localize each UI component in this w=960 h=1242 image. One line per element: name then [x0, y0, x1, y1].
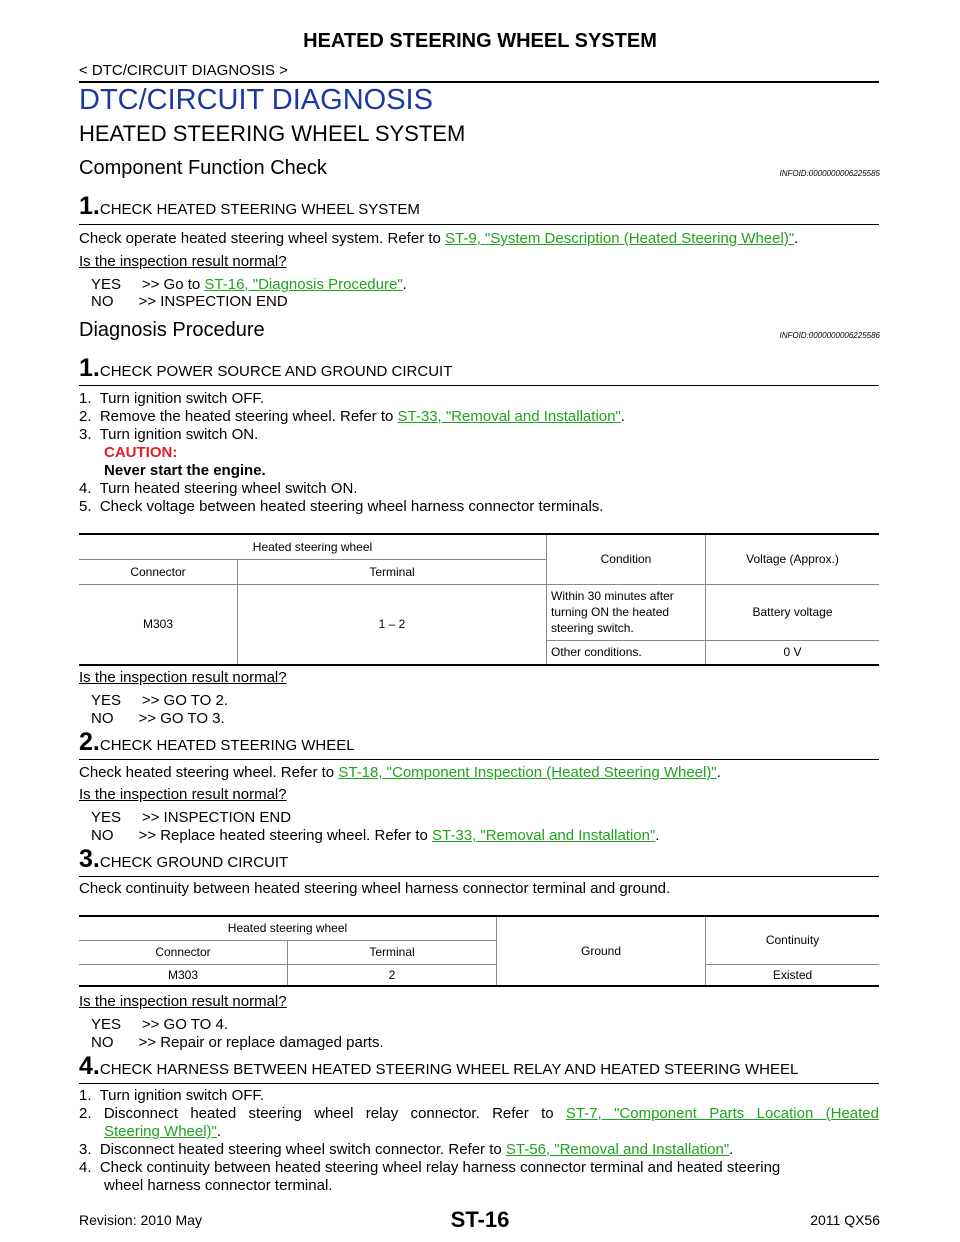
- step-rule: [79, 1083, 879, 1084]
- step-heading: [79, 728, 355, 757]
- reference-link[interactable]: Steering Wheel)": [104, 1123, 217, 1140]
- table-header: Terminal: [288, 940, 497, 964]
- caution-label: CAUTION:: [104, 444, 178, 461]
- text: .: [402, 276, 407, 293]
- yes-line: YES >> GO TO 4.: [91, 1016, 229, 1033]
- text: .: [794, 230, 799, 247]
- list-item: [79, 1105, 879, 1123]
- paragraph: [79, 230, 798, 248]
- inspection-question: Is the inspection result normal?: [79, 786, 287, 803]
- section-title: HEATED STEERING WHEEL SYSTEM: [79, 121, 466, 146]
- step-title: CHECK GROUND CIRCUIT: [99, 854, 289, 871]
- inspection-question: Is the inspection result normal?: [79, 669, 287, 686]
- text: .: [655, 827, 660, 844]
- text: Check operate heated steering wheel system. Refer to: [79, 230, 446, 247]
- list-item: 5. Check voltage between heated steering wheel harness connector terminals.: [79, 498, 604, 515]
- diagnosis-infoid: INFOID:0000000006225586: [779, 331, 880, 340]
- page-header-title: HEATED STEERING WHEEL SYSTEM: [303, 30, 657, 52]
- text: .: [216, 1123, 222, 1140]
- no-line: NO >> INSPECTION END: [91, 293, 288, 310]
- step-heading: [79, 845, 288, 874]
- table-header: Terminal: [238, 559, 547, 584]
- step-title: CHECK HEATED STEERING WHEEL: [99, 737, 355, 754]
- list-item: [79, 1141, 733, 1159]
- table-header: Condition: [547, 534, 706, 584]
- component-check-infoid: INFOID:0000000006225585: [779, 169, 880, 178]
- revision: Revision: 2010 May: [79, 1212, 202, 1228]
- reference-link[interactable]: ST-9, "System Description (Heated Steering Wheel)": [445, 230, 795, 247]
- text: 2. Disconnect heated steering wheel relay connector. Refer to: [79, 1105, 566, 1122]
- step-number: 1.: [79, 354, 100, 382]
- text: .: [729, 1141, 734, 1158]
- yes-line: YES >> INSPECTION END: [91, 809, 292, 826]
- step-heading: [79, 1052, 798, 1081]
- chapter-title: DTC/CIRCUIT DIAGNOSIS: [79, 84, 433, 116]
- table-header: Voltage (Approx.): [706, 534, 880, 584]
- step-heading: [79, 192, 420, 221]
- table-cell: 1 – 2: [238, 584, 547, 665]
- list-item: 1. Turn ignition switch OFF.: [79, 390, 265, 407]
- reference-link[interactable]: ST-7, "Component Parts Location (Heated: [565, 1105, 879, 1122]
- table-cell: Existed: [706, 964, 880, 986]
- inspection-question: Is the inspection result normal?: [79, 993, 287, 1010]
- text: YES >> Go to: [91, 276, 205, 293]
- list-item: 4. Check continuity between heated steering wheel relay harness connector terminal and heated steering: [79, 1159, 781, 1176]
- table-group-header: Heated steering wheel: [79, 916, 497, 940]
- table-cell: Other conditions.: [547, 640, 706, 665]
- step-number: 3.: [79, 845, 100, 873]
- table-header: Continuity: [706, 916, 880, 964]
- step-rule: [79, 224, 879, 225]
- inspection-question: Is the inspection result normal?: [79, 253, 287, 270]
- diagnosis-heading: Diagnosis Procedure: [79, 319, 265, 341]
- text: .: [716, 764, 721, 781]
- step-title: CHECK POWER SOURCE AND GROUND CIRCUIT: [99, 363, 453, 380]
- text: 2. Remove the heated steering wheel. Refer to: [79, 408, 398, 425]
- reference-link[interactable]: ST-33, "Removal and Installation": [432, 827, 656, 844]
- text: Check heated steering wheel. Refer to: [79, 764, 339, 781]
- step-rule: [79, 385, 879, 386]
- yes-line: YES >> GO TO 2.: [91, 692, 229, 709]
- reference-link[interactable]: ST-16, "Diagnosis Procedure": [204, 276, 403, 293]
- reference-link[interactable]: ST-18, "Component Inspection (Heated Steering Wheel)": [338, 764, 717, 781]
- breadcrumb: < DTC/CIRCUIT DIAGNOSIS >: [79, 62, 288, 79]
- reference-link[interactable]: ST-33, "Removal and Installation": [397, 408, 621, 425]
- text: 3. Disconnect heated steering wheel switch connector. Refer to: [79, 1141, 506, 1158]
- text: NO >> Replace heated steering wheel. Refer to: [91, 827, 433, 844]
- step-rule: [79, 876, 879, 877]
- component-check-heading: Component Function Check: [79, 157, 327, 179]
- step-number: 1.: [79, 192, 100, 220]
- model: 2011 QX56: [810, 1212, 880, 1228]
- table-cell: Battery voltage: [706, 584, 880, 640]
- table-cell: 0 V: [706, 640, 880, 665]
- no-line: NO >> Repair or replace damaged parts.: [91, 1034, 384, 1051]
- step-title: CHECK HEATED STEERING WHEEL SYSTEM: [99, 201, 420, 218]
- list-item-continuation: [104, 1123, 221, 1141]
- no-line: [91, 827, 659, 845]
- step-title: CHECK HARNESS BETWEEN HEATED STEERING WHEEL RELAY AND HEATED STEERING WHEEL: [99, 1061, 799, 1078]
- table-header: Connector: [155, 945, 211, 959]
- text: .: [620, 408, 625, 425]
- table-cell: M303: [167, 967, 199, 982]
- yes-line: [91, 276, 407, 294]
- list-item-continuation: wheel harness connector terminal.: [104, 1177, 333, 1194]
- step-number: 2.: [79, 728, 100, 756]
- table-cell: Within 30 minutes after turning ON the heated steering switch.: [547, 584, 706, 640]
- paragraph: [79, 764, 721, 782]
- no-line: NO >> GO TO 3.: [91, 710, 225, 727]
- table-cell: 2: [288, 964, 497, 986]
- caution-text: Never start the engine.: [104, 462, 266, 479]
- table-header: Ground: [497, 916, 706, 986]
- list-item: [79, 408, 625, 426]
- step-rule: [79, 759, 879, 760]
- step-number: 4.: [79, 1052, 100, 1080]
- continuity-table: [79, 915, 879, 987]
- paragraph: Check continuity between heated steering wheel harness connector terminal and ground.: [79, 880, 671, 897]
- table-cell: M303: [142, 617, 174, 632]
- table-header: Connector: [130, 564, 186, 579]
- voltage-table: [79, 533, 879, 666]
- step-heading: [79, 354, 452, 383]
- reference-link[interactable]: ST-56, "Removal and Installation": [505, 1141, 730, 1158]
- header-rule: [79, 81, 879, 83]
- list-item: 1. Turn ignition switch OFF.: [79, 1087, 265, 1104]
- page-number: ST-16: [450, 1207, 510, 1232]
- table-group-header: Heated steering wheel: [79, 534, 547, 559]
- list-item: 4. Turn heated steering wheel switch ON.: [79, 480, 358, 497]
- list-item: 3. Turn ignition switch ON.: [79, 426, 259, 443]
